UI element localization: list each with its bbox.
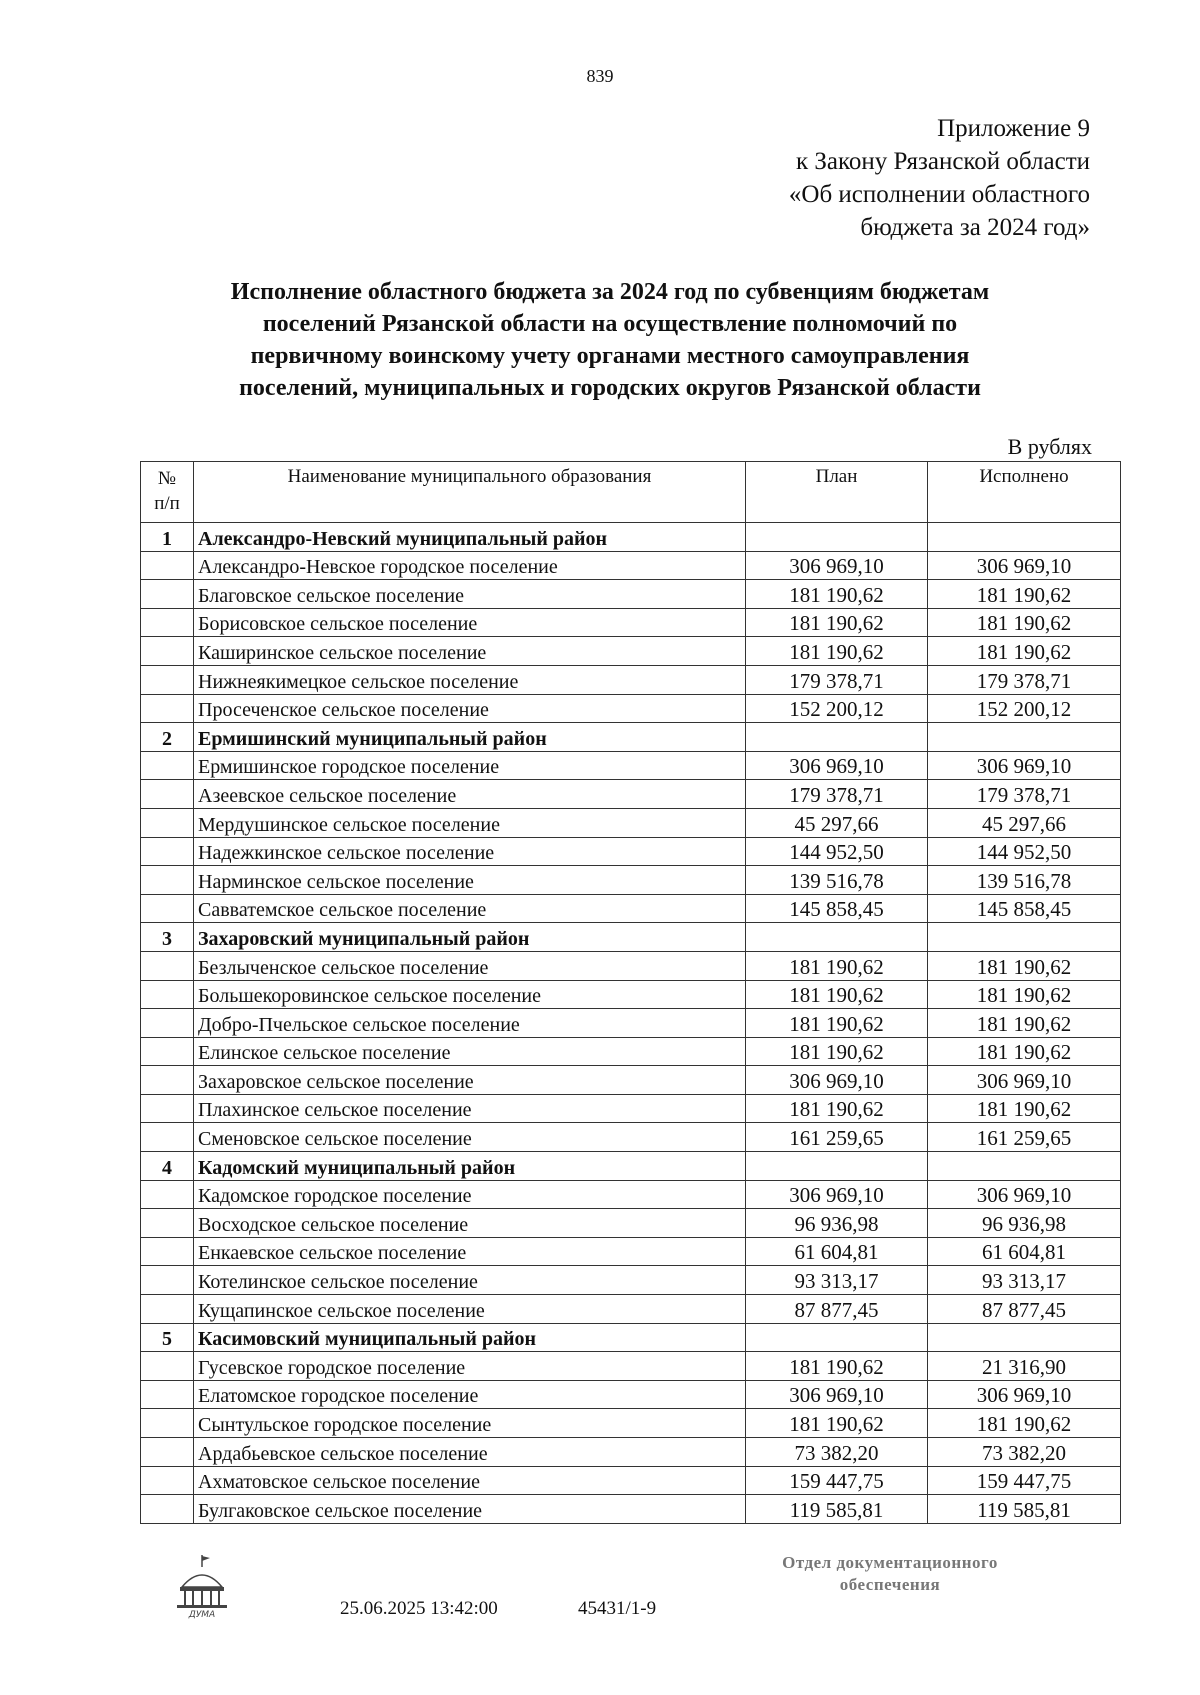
- row-number-cell: [141, 580, 194, 609]
- row-number-cell: [141, 694, 194, 723]
- executed-amount-cell: 145 858,45: [928, 894, 1121, 923]
- document-title: [150, 276, 1070, 404]
- executed-amount-cell: [928, 923, 1121, 952]
- executed-amount-cell: 161 259,65: [928, 1123, 1121, 1152]
- row-number-cell: [141, 1237, 194, 1266]
- settlement-row: [141, 1380, 1121, 1409]
- executed-amount-cell: 181 190,62: [928, 1094, 1121, 1123]
- title-line: поселений, муниципальных и городских округов Рязанской области: [239, 375, 981, 401]
- executed-amount-cell: 61 604,81: [928, 1237, 1121, 1266]
- municipality-name-cell: Сменовское сельское поселение: [194, 1123, 746, 1152]
- header-plan: План: [746, 462, 928, 523]
- row-number-cell: [141, 751, 194, 780]
- plan-amount-cell: [746, 923, 928, 952]
- header-number: [141, 462, 194, 523]
- appendix-reference: [789, 112, 1090, 244]
- settlement-row: [141, 694, 1121, 723]
- executed-amount-cell: 181 190,62: [928, 1409, 1121, 1438]
- municipality-name-cell: Александро-Невское городское поселение: [194, 551, 746, 580]
- municipality-name-cell: Котелинское сельское поселение: [194, 1266, 746, 1295]
- municipality-name-cell: Надежкинское сельское поселение: [194, 837, 746, 866]
- municipality-name-cell: Нарминское сельское поселение: [194, 866, 746, 895]
- settlement-row: [141, 608, 1121, 637]
- municipality-name-cell: Кущапинское сельское поселение: [194, 1295, 746, 1324]
- plan-amount-cell: 181 190,62: [746, 1094, 928, 1123]
- plan-amount-cell: 159 447,75: [746, 1466, 928, 1495]
- row-number-cell: [141, 1295, 194, 1324]
- row-number-cell: [141, 1266, 194, 1295]
- executed-amount-cell: 181 190,62: [928, 951, 1121, 980]
- plan-amount-cell: 181 190,62: [746, 608, 928, 637]
- executed-amount-cell: 45 297,66: [928, 808, 1121, 837]
- executed-amount-cell: [928, 1152, 1121, 1181]
- plan-amount-cell: 181 190,62: [746, 1409, 928, 1438]
- executed-amount-cell: 306 969,10: [928, 1380, 1121, 1409]
- settlement-row: [141, 1295, 1121, 1324]
- municipality-name-cell: Касимовский муниципальный район: [194, 1323, 746, 1352]
- settlement-row: [141, 1438, 1121, 1467]
- footer-datetime: 25.06.2025 13:42:00: [340, 1598, 498, 1619]
- plan-amount-cell: 181 190,62: [746, 951, 928, 980]
- plan-amount-cell: 306 969,10: [746, 1380, 928, 1409]
- settlement-row: [141, 980, 1121, 1009]
- municipality-name-cell: Елинское сельское поселение: [194, 1037, 746, 1066]
- executed-amount-cell: 306 969,10: [928, 1180, 1121, 1209]
- district-row: [141, 723, 1121, 752]
- row-number-cell: 1: [141, 523, 194, 552]
- settlement-row: [141, 1237, 1121, 1266]
- row-number-cell: [141, 837, 194, 866]
- appendix-line: к Закону Рязанской области: [796, 148, 1090, 175]
- row-number-cell: [141, 1466, 194, 1495]
- plan-amount-cell: [746, 723, 928, 752]
- municipality-name-cell: Плахинское сельское поселение: [194, 1094, 746, 1123]
- executed-amount-cell: [928, 523, 1121, 552]
- executed-amount-cell: 179 378,71: [928, 665, 1121, 694]
- municipality-name-cell: Ермишинский муниципальный район: [194, 723, 746, 752]
- municipality-name-cell: Кадомское городское поселение: [194, 1180, 746, 1209]
- row-number-cell: [141, 608, 194, 637]
- municipality-name-cell: Захаровское сельское поселение: [194, 1066, 746, 1095]
- settlement-row: [141, 866, 1121, 895]
- plan-amount-cell: [746, 1323, 928, 1352]
- row-number-cell: [141, 1438, 194, 1467]
- row-number-cell: [141, 1123, 194, 1152]
- executed-amount-cell: [928, 723, 1121, 752]
- municipality-name-cell: Ахматовское сельское поселение: [194, 1466, 746, 1495]
- municipality-name-cell: Безлыченское сельское поселение: [194, 951, 746, 980]
- district-row: [141, 1152, 1121, 1181]
- row-number-cell: 5: [141, 1323, 194, 1352]
- appendix-line: «Об исполнении областного: [788, 181, 1090, 208]
- executed-amount-cell: 21 316,90: [928, 1352, 1121, 1381]
- row-number-cell: [141, 1352, 194, 1381]
- plan-amount-cell: 61 604,81: [746, 1237, 928, 1266]
- department-stamp: [740, 1552, 1040, 1596]
- row-number-cell: [141, 780, 194, 809]
- settlement-row: [141, 1094, 1121, 1123]
- executed-amount-cell: 73 382,20: [928, 1438, 1121, 1467]
- municipality-name-cell: Сынтульское городское поселение: [194, 1409, 746, 1438]
- plan-amount-cell: 306 969,10: [746, 1066, 928, 1095]
- plan-amount-cell: 181 190,62: [746, 1009, 928, 1038]
- plan-amount-cell: 119 585,81: [746, 1495, 928, 1524]
- title-line: первичному воинскому учету органами местного самоуправления: [250, 343, 970, 369]
- executed-amount-cell: 119 585,81: [928, 1495, 1121, 1524]
- municipality-name-cell: Каширинское сельское поселение: [194, 637, 746, 666]
- settlement-row: [141, 1123, 1121, 1152]
- municipality-name-cell: Мердушинское сельское поселение: [194, 808, 746, 837]
- header-executed: Исполнено: [928, 462, 1121, 523]
- plan-amount-cell: 144 952,50: [746, 837, 928, 866]
- plan-amount-cell: 179 378,71: [746, 665, 928, 694]
- settlement-row: [141, 580, 1121, 609]
- municipality-name-cell: Благовское сельское поселение: [194, 580, 746, 609]
- table-header-row: [141, 462, 1121, 523]
- executed-amount-cell: 306 969,10: [928, 551, 1121, 580]
- settlement-row: [141, 1466, 1121, 1495]
- municipality-name-cell: Просеченское сельское поселение: [194, 694, 746, 723]
- municipality-name-cell: Савватемское сельское поселение: [194, 894, 746, 923]
- settlement-row: [141, 1409, 1121, 1438]
- municipality-name-cell: Азеевское сельское поселение: [194, 780, 746, 809]
- executed-amount-cell: 181 190,62: [928, 1037, 1121, 1066]
- budget-table: [140, 461, 1121, 1524]
- executed-amount-cell: 159 447,75: [928, 1466, 1121, 1495]
- municipality-name-cell: Ермишинское городское поселение: [194, 751, 746, 780]
- executed-amount-cell: 87 877,45: [928, 1295, 1121, 1324]
- row-number-cell: [141, 808, 194, 837]
- appendix-line: Приложение 9: [937, 115, 1090, 142]
- settlement-row: [141, 837, 1121, 866]
- plan-amount-cell: 181 190,62: [746, 637, 928, 666]
- table-body: [141, 523, 1121, 1524]
- row-number-cell: [141, 951, 194, 980]
- plan-amount-cell: 145 858,45: [746, 894, 928, 923]
- district-row: [141, 1323, 1121, 1352]
- title-line: Исполнение областного бюджета за 2024 год по субвенциям бюджетам: [230, 279, 990, 305]
- settlement-row: [141, 808, 1121, 837]
- row-number-cell: [141, 980, 194, 1009]
- row-number-cell: [141, 1380, 194, 1409]
- settlement-row: [141, 1352, 1121, 1381]
- settlement-row: [141, 1009, 1121, 1038]
- plan-amount-cell: 93 313,17: [746, 1266, 928, 1295]
- stamp-line: Отдел документационного: [782, 1553, 998, 1572]
- plan-amount-cell: [746, 1152, 928, 1181]
- settlement-row: [141, 1266, 1121, 1295]
- settlement-row: [141, 1180, 1121, 1209]
- appendix-line: бюджета за 2024 год»: [860, 214, 1090, 241]
- municipality-name-cell: Кадомский муниципальный район: [194, 1152, 746, 1181]
- row-number-cell: [141, 551, 194, 580]
- executed-amount-cell: 181 190,62: [928, 637, 1121, 666]
- settlement-row: [141, 951, 1121, 980]
- plan-amount-cell: 306 969,10: [746, 1180, 928, 1209]
- executed-amount-cell: 152 200,12: [928, 694, 1121, 723]
- row-number-cell: [141, 665, 194, 694]
- executed-amount-cell: 306 969,10: [928, 1066, 1121, 1095]
- row-number-cell: 3: [141, 923, 194, 952]
- municipality-name-cell: Добро-Пчельское сельское поселение: [194, 1009, 746, 1038]
- municipality-name-cell: Енкаевское сельское поселение: [194, 1237, 746, 1266]
- district-row: [141, 923, 1121, 952]
- municipality-name-cell: Ардабьевское сельское поселение: [194, 1438, 746, 1467]
- executed-amount-cell: 179 378,71: [928, 780, 1121, 809]
- executed-amount-cell: 181 190,62: [928, 1009, 1121, 1038]
- municipality-name-cell: Александро-Невский муниципальный район: [194, 523, 746, 552]
- settlement-row: [141, 751, 1121, 780]
- row-number-cell: [141, 1209, 194, 1238]
- plan-amount-cell: 179 378,71: [746, 780, 928, 809]
- executed-amount-cell: 96 936,98: [928, 1209, 1121, 1238]
- municipality-name-cell: Захаровский муниципальный район: [194, 923, 746, 952]
- district-row: [141, 523, 1121, 552]
- settlement-row: [141, 780, 1121, 809]
- settlement-row: [141, 1495, 1121, 1524]
- municipality-name-cell: Нижнеякимецкое сельское поселение: [194, 665, 746, 694]
- logo-text: ДУМА: [188, 1610, 216, 1619]
- row-number-cell: 4: [141, 1152, 194, 1181]
- stamp-line: обеспечения: [839, 1575, 941, 1594]
- executed-amount-cell: 139 516,78: [928, 866, 1121, 895]
- executed-amount-cell: 181 190,62: [928, 980, 1121, 1009]
- plan-amount-cell: 45 297,66: [746, 808, 928, 837]
- settlement-row: [141, 665, 1121, 694]
- plan-amount-cell: 161 259,65: [746, 1123, 928, 1152]
- municipality-name-cell: Булгаковское сельское поселение: [194, 1495, 746, 1524]
- plan-amount-cell: 181 190,62: [746, 1352, 928, 1381]
- municipality-name-cell: Гусевское городское поселение: [194, 1352, 746, 1381]
- page-number: 839: [586, 66, 614, 86]
- plan-amount-cell: [746, 523, 928, 552]
- duma-building-icon: [172, 1553, 232, 1619]
- municipality-name-cell: Восходское сельское поселение: [194, 1209, 746, 1238]
- plan-amount-cell: 87 877,45: [746, 1295, 928, 1324]
- executed-amount-cell: 93 313,17: [928, 1266, 1121, 1295]
- executed-amount-cell: [928, 1323, 1121, 1352]
- header-number-line: п/п: [154, 493, 180, 514]
- header-number-line: №: [157, 468, 177, 489]
- plan-amount-cell: 139 516,78: [746, 866, 928, 895]
- executed-amount-cell: 181 190,62: [928, 608, 1121, 637]
- title-line: поселений Рязанской области на осуществление полномочий по: [262, 311, 958, 337]
- row-number-cell: [141, 637, 194, 666]
- row-number-cell: [141, 1094, 194, 1123]
- row-number-cell: [141, 1409, 194, 1438]
- settlement-row: [141, 1066, 1121, 1095]
- plan-amount-cell: 306 969,10: [746, 751, 928, 780]
- plan-amount-cell: 152 200,12: [746, 694, 928, 723]
- municipality-name-cell: Большекоровинское сельское поселение: [194, 980, 746, 1009]
- municipality-name-cell: Елатомское городское поселение: [194, 1380, 746, 1409]
- row-number-cell: [141, 1037, 194, 1066]
- units-label: В рублях: [1007, 434, 1092, 459]
- plan-amount-cell: 96 936,98: [746, 1209, 928, 1238]
- plan-amount-cell: 181 190,62: [746, 1037, 928, 1066]
- plan-amount-cell: 306 969,10: [746, 551, 928, 580]
- plan-amount-cell: 73 382,20: [746, 1438, 928, 1467]
- executed-amount-cell: 306 969,10: [928, 751, 1121, 780]
- settlement-row: [141, 551, 1121, 580]
- row-number-cell: [141, 866, 194, 895]
- settlement-row: [141, 1037, 1121, 1066]
- settlement-row: [141, 637, 1121, 666]
- executed-amount-cell: 181 190,62: [928, 580, 1121, 609]
- row-number-cell: [141, 1495, 194, 1524]
- row-number-cell: [141, 1009, 194, 1038]
- row-number-cell: [141, 894, 194, 923]
- settlement-row: [141, 894, 1121, 923]
- row-number-cell: 2: [141, 723, 194, 752]
- row-number-cell: [141, 1066, 194, 1095]
- header-name: Наименование муниципального образования: [194, 462, 746, 523]
- row-number-cell: [141, 1180, 194, 1209]
- plan-amount-cell: 181 190,62: [746, 580, 928, 609]
- municipality-name-cell: Борисовское сельское поселение: [194, 608, 746, 637]
- footer-document-code: 45431/1-9: [578, 1598, 657, 1619]
- settlement-row: [141, 1209, 1121, 1238]
- executed-amount-cell: 144 952,50: [928, 837, 1121, 866]
- plan-amount-cell: 181 190,62: [746, 980, 928, 1009]
